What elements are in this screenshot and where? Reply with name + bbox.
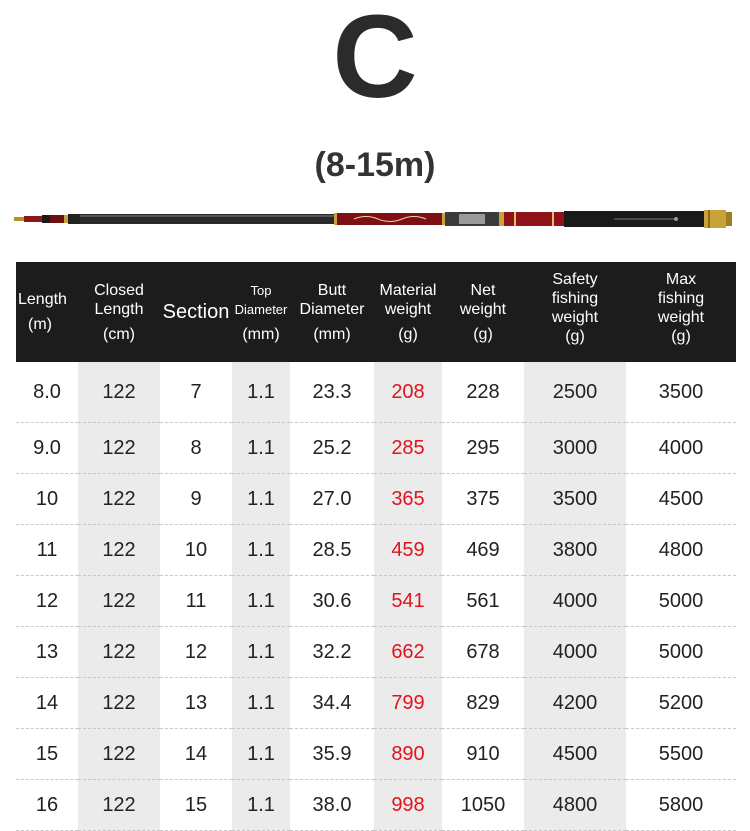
cell-length: 16 [16,780,78,831]
cell-net-weight: 678 [442,627,524,678]
cell-butt-diameter: 25.2 [290,423,374,474]
header-length: Length (m) [16,262,78,362]
cell-safety-fishing-weight: 3000 [524,423,626,474]
cell-section: 7 [160,362,232,423]
cell-safety-fishing-weight: 4000 [524,576,626,627]
cell-safety-fishing-weight: 2500 [524,362,626,423]
table-row [16,780,736,831]
cell-safety-fishing-weight: 4200 [524,678,626,729]
header-max-fishing-weight: Max fishing weight (g) [626,262,736,362]
cell-section: 13 [160,678,232,729]
cell-net-weight: 469 [442,525,524,576]
cell-max-fishing-weight: 5200 [626,678,736,729]
cell-material-weight: 208 [374,362,442,423]
cell-section: 11 [160,576,232,627]
cell-top-diameter: 1.1 [232,678,290,729]
cell-section: 14 [160,729,232,780]
cell-material-weight: 365 [374,474,442,525]
table-row [16,423,736,474]
cell-butt-diameter: 34.4 [290,678,374,729]
table-row [16,525,736,576]
cell-butt-diameter: 27.0 [290,474,374,525]
cell-length: 13 [16,627,78,678]
cell-closed-length: 122 [78,729,160,780]
cell-top-diameter: 1.1 [232,780,290,831]
fishing-rod-image [14,208,732,230]
cell-top-diameter: 1.1 [232,576,290,627]
cell-closed-length: 122 [78,423,160,474]
cell-top-diameter: 1.1 [232,627,290,678]
cell-material-weight: 459 [374,525,442,576]
cell-closed-length: 122 [78,627,160,678]
cell-top-diameter: 1.1 [232,729,290,780]
cell-safety-fishing-weight: 4000 [524,627,626,678]
table-row [16,362,736,423]
cell-top-diameter: 1.1 [232,423,290,474]
cell-closed-length: 122 [78,362,160,423]
cell-length: 8.0 [16,362,78,423]
cell-max-fishing-weight: 5500 [626,729,736,780]
cell-closed-length: 122 [78,525,160,576]
cell-butt-diameter: 28.5 [290,525,374,576]
table-row [16,729,736,780]
cell-butt-diameter: 32.2 [290,627,374,678]
header-safety-fishing-weight: Safety fishing weight (g) [524,262,626,362]
spec-table-container [16,262,736,831]
cell-section: 10 [160,525,232,576]
cell-closed-length: 122 [78,576,160,627]
cell-closed-length: 122 [78,678,160,729]
header-closed-length: Closed Length (cm) [78,262,160,362]
cell-length: 9.0 [16,423,78,474]
cell-top-diameter: 1.1 [232,362,290,423]
cell-top-diameter: 1.1 [232,474,290,525]
cell-safety-fishing-weight: 4500 [524,729,626,780]
cell-top-diameter: 1.1 [232,525,290,576]
header-net-weight: Net weight (g) [442,262,524,362]
cell-material-weight: 890 [374,729,442,780]
cell-max-fishing-weight: 3500 [626,362,736,423]
cell-safety-fishing-weight: 4800 [524,780,626,831]
cell-safety-fishing-weight: 3500 [524,474,626,525]
cell-length: 12 [16,576,78,627]
cell-butt-diameter: 23.3 [290,362,374,423]
cell-net-weight: 1050 [442,780,524,831]
cell-butt-diameter: 38.0 [290,780,374,831]
cell-material-weight: 662 [374,627,442,678]
cell-closed-length: 122 [78,780,160,831]
table-row [16,627,736,678]
header-section: Section [160,262,232,362]
spec-table [16,262,736,831]
table-row [16,474,736,525]
cell-max-fishing-weight: 4800 [626,525,736,576]
length-range: (8-15m) [314,146,436,184]
header-top-diameter: Top Diameter (mm) [232,262,290,362]
cell-max-fishing-weight: 4000 [626,423,736,474]
cell-max-fishing-weight: 5800 [626,780,736,831]
cell-material-weight: 998 [374,780,442,831]
cell-material-weight: 541 [374,576,442,627]
cell-safety-fishing-weight: 3800 [524,525,626,576]
cell-butt-diameter: 30.6 [290,576,374,627]
cell-closed-length: 122 [78,474,160,525]
cell-section: 15 [160,780,232,831]
spec-table-body [16,362,736,831]
header-butt-diameter: Butt Diameter (mm) [290,262,374,362]
cell-butt-diameter: 35.9 [290,729,374,780]
cell-material-weight: 285 [374,423,442,474]
cell-net-weight: 910 [442,729,524,780]
cell-length: 14 [16,678,78,729]
cell-net-weight: 829 [442,678,524,729]
model-letter: C [332,0,418,123]
cell-max-fishing-weight: 5000 [626,627,736,678]
cell-material-weight: 799 [374,678,442,729]
cell-length: 10 [16,474,78,525]
cell-net-weight: 561 [442,576,524,627]
cell-net-weight: 375 [442,474,524,525]
table-row [16,678,736,729]
cell-section: 9 [160,474,232,525]
cell-net-weight: 228 [442,362,524,423]
header-material-weight: Material weight (g) [374,262,442,362]
cell-max-fishing-weight: 5000 [626,576,736,627]
cell-section: 12 [160,627,232,678]
cell-section: 8 [160,423,232,474]
table-row [16,576,736,627]
cell-length: 15 [16,729,78,780]
cell-max-fishing-weight: 4500 [626,474,736,525]
cell-length: 11 [16,525,78,576]
cell-net-weight: 295 [442,423,524,474]
header-row [16,262,736,362]
